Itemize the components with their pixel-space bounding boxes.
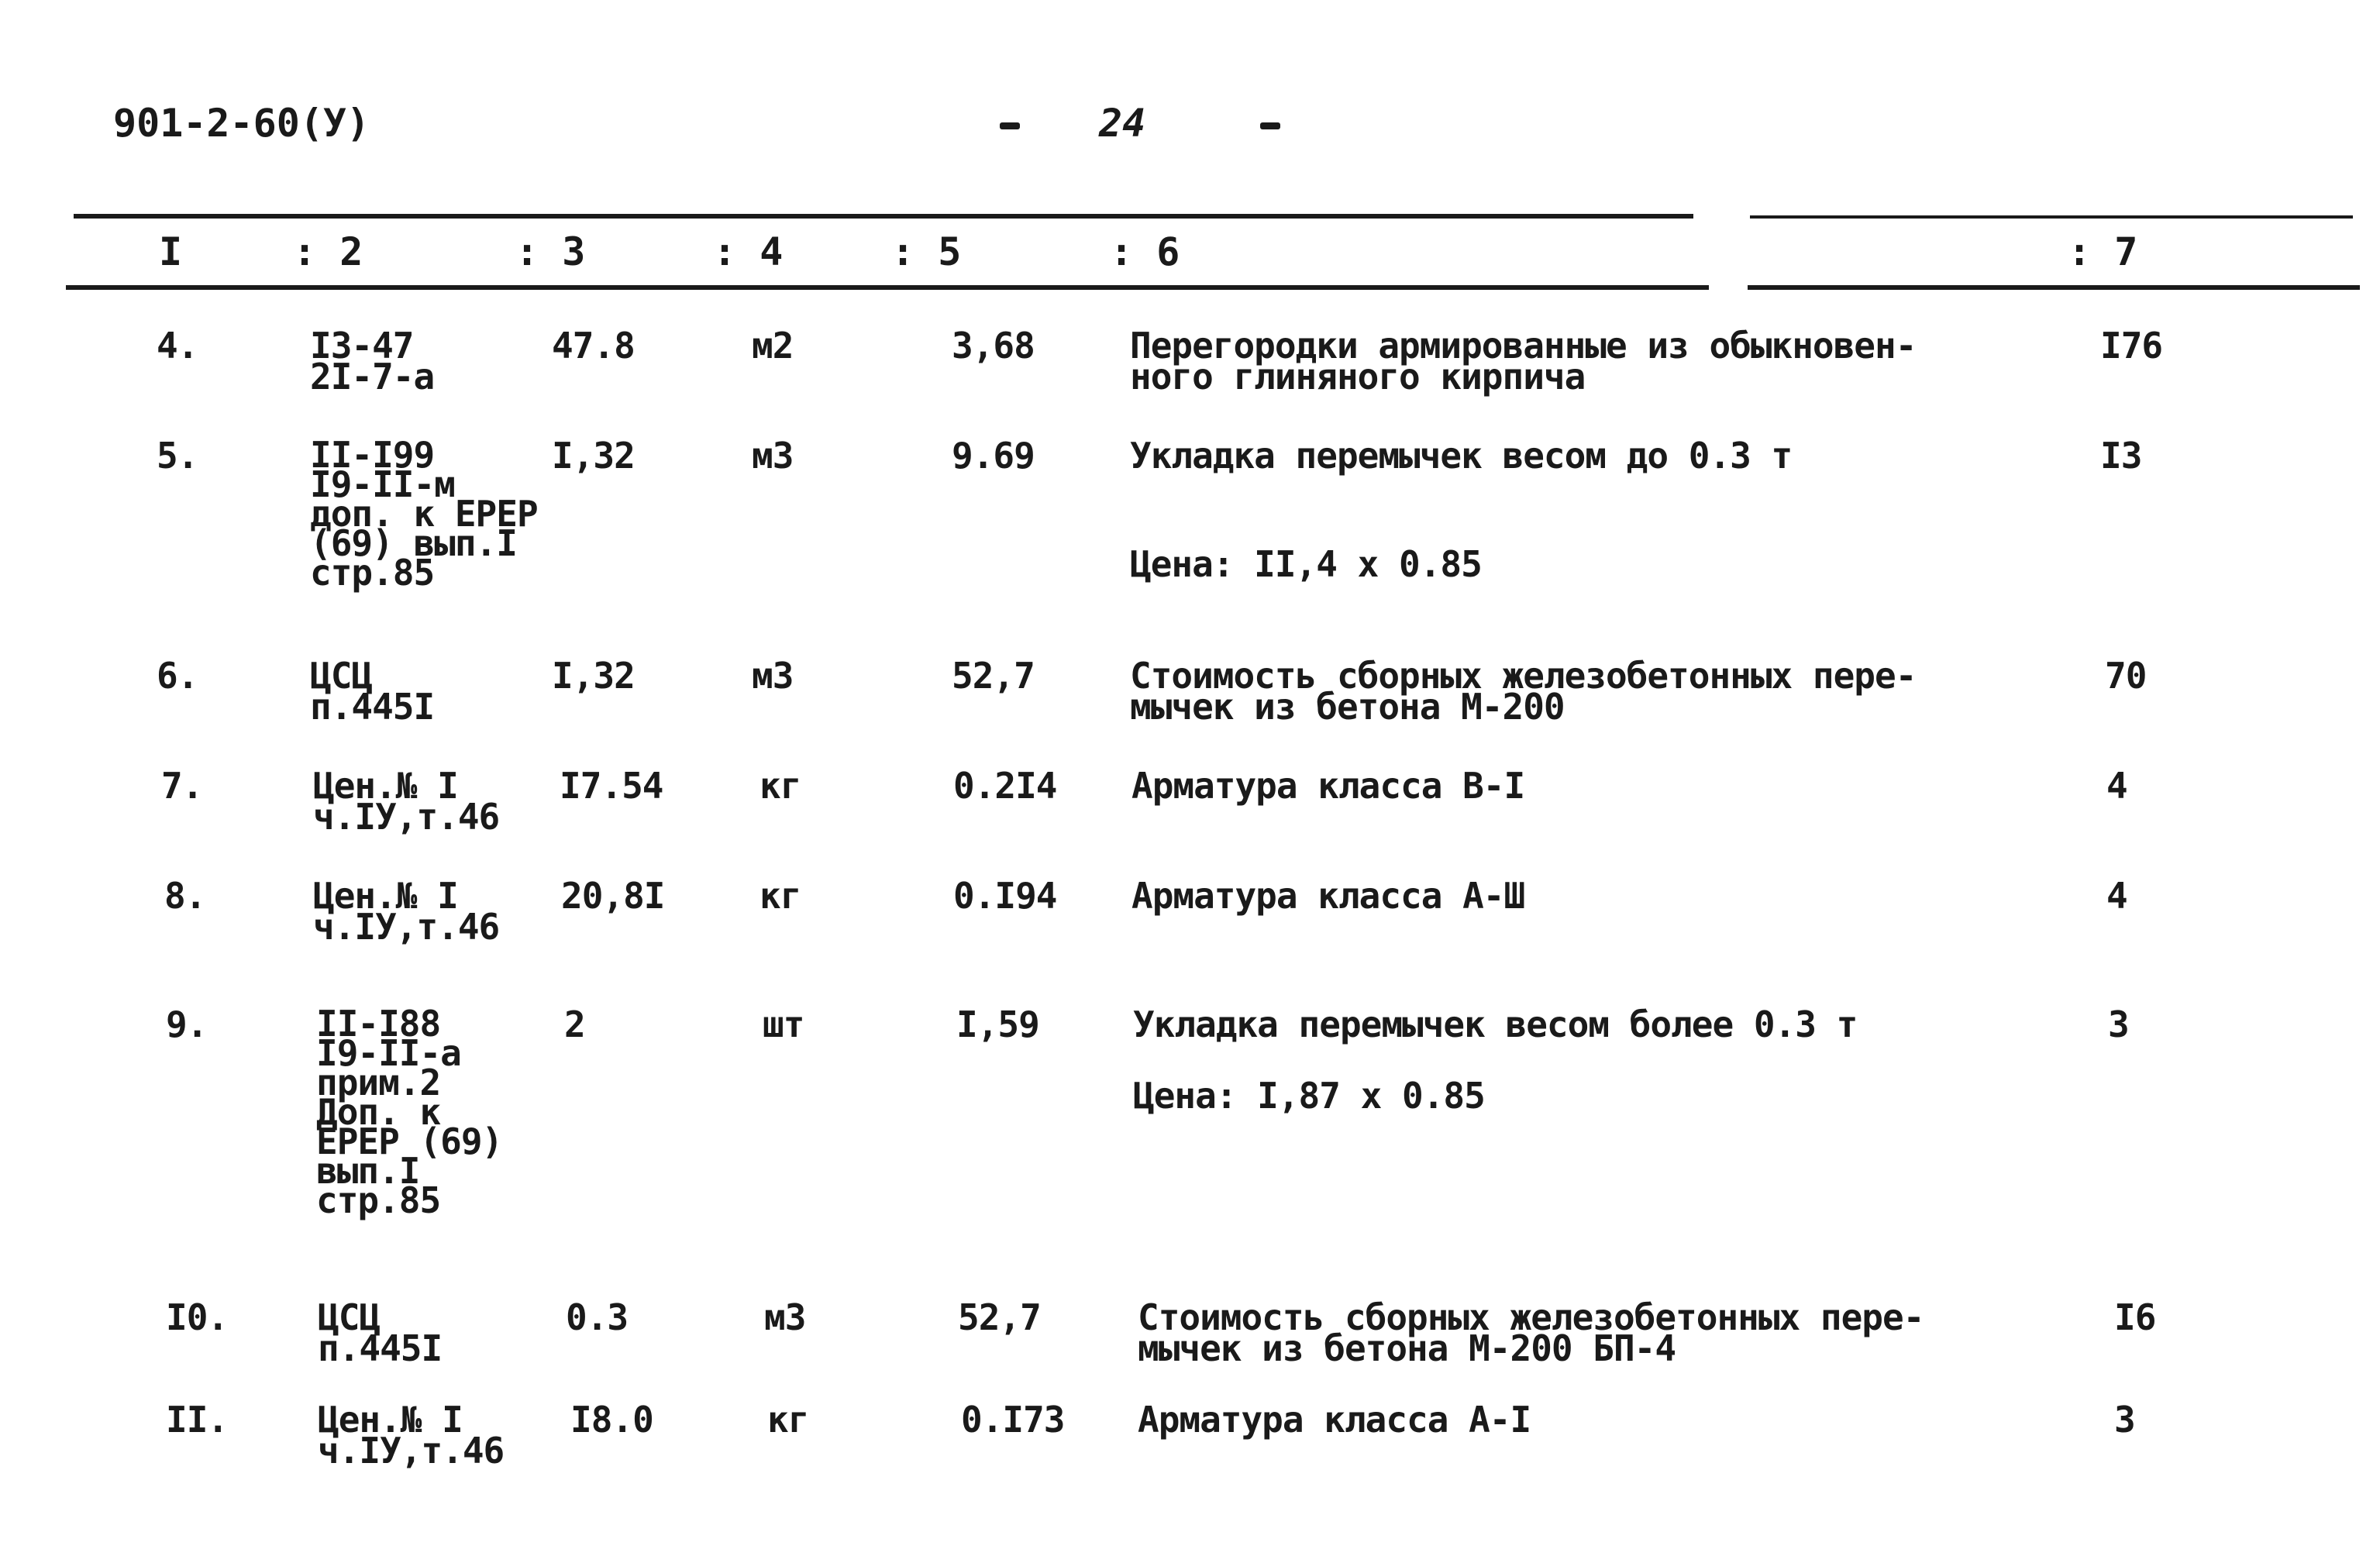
table-header-rule-left [66,285,1709,290]
row-price-note: Цена: II,4 х 0.85 [1130,543,1482,585]
page-number: 24 [1099,101,1146,146]
row-description: Укладка перемычек весом до 0.3 т [1130,435,1793,477]
row-quantity: I,32 [552,655,635,697]
row-unit-price: 0.I94 [953,875,1057,917]
row-total: 70 [2105,655,2147,697]
column-header-2: : 2 [293,229,363,274]
row-unit-price: 0.I73 [961,1399,1065,1441]
row-unit: м3 [764,1296,806,1338]
row-number: 8. [164,875,206,917]
row-unit: м2 [752,325,794,367]
row-total: 3 [2114,1399,2135,1441]
row-unit-price: 0.2I4 [953,765,1057,807]
row-quantity: 20,8I [561,875,665,917]
row-reference: Цен.№ I ч.IУ,т.46 [318,1399,505,1472]
row-quantity: 47.8 [552,325,635,367]
row-unit: м3 [752,655,794,697]
row-reference: II-I99 I9-II-м доп. к ЕРЕР (69) вып.I стр.85 [310,434,538,594]
row-unit: м3 [752,435,794,477]
row-unit: кг [759,765,801,807]
row-description: Стоимость сборных железобетонных пере- мычек из бетона М-200 [1130,655,1917,728]
table-top-rule-right [1750,215,2353,219]
row-reference: ЦСЦ п.445I [310,655,435,728]
row-reference: I3-47 2I-7-a [310,325,435,398]
row-number: 4. [157,325,198,367]
row-unit-price: 3,68 [952,325,1035,367]
row-total: I6 [2114,1296,2156,1338]
row-number: 6. [157,655,198,697]
row-reference: II-I88 I9-II-а прим.2 Доп. к ЕРЕР (69) вып.I стр.85 [316,1003,503,1221]
document-code: 901-2-60(У) [113,101,370,146]
row-unit-price: I,59 [956,1003,1039,1045]
row-description: Арматура класса А-Ш [1131,875,1525,917]
column-header-7: : 7 [2068,229,2138,274]
row-unit: кг [767,1399,809,1441]
row-unit-price: 9.69 [952,435,1035,477]
column-header-1: I [159,229,183,274]
row-total: I76 [2100,325,2163,367]
row-number: II. [166,1399,229,1441]
page-number-dash-right [1260,122,1280,129]
row-quantity: I,32 [552,435,635,477]
row-description: Перегородки армированные из обыкновен- ного глиняного кирпича [1130,325,1917,398]
row-reference: ЦСЦ п.445I [318,1296,443,1369]
row-reference: Цен.№ I ч.IУ,т.46 [313,875,500,948]
row-number: 9. [166,1003,208,1045]
column-header-5: : 5 [891,229,962,274]
row-total: 3 [2108,1003,2129,1045]
row-price-note: Цена: I,87 х 0.85 [1133,1075,1485,1117]
column-header-6: : 6 [1110,229,1180,274]
row-number: 5. [157,435,198,477]
row-description: Арматура класса А-I [1138,1399,1531,1441]
table-top-rule-left [74,214,1693,219]
row-unit: кг [759,875,801,917]
row-unit-price: 52,7 [958,1296,1041,1338]
row-description: Арматура класса В-I [1131,765,1525,807]
row-reference: Цен.№ I ч.IУ,т.46 [313,765,500,838]
row-quantity: I7.54 [560,765,663,807]
row-quantity: I8.0 [570,1399,653,1441]
table-header-rule-right [1748,285,2360,290]
row-quantity: 0.3 [566,1296,629,1338]
row-total: 4 [2106,765,2127,807]
row-total: 4 [2106,875,2127,917]
row-quantity: 2 [564,1003,585,1045]
row-total: I3 [2100,435,2142,477]
row-number: 7. [161,765,203,807]
column-header-4: : 4 [713,229,784,274]
row-description: Стоимость сборных железобетонных пере- мычек из бетона М-200 БП-4 [1138,1296,1924,1369]
row-unit: шт [763,1003,804,1045]
row-unit-price: 52,7 [952,655,1035,697]
page-number-dash-left [1000,122,1020,129]
row-description: Укладка перемычек весом более 0.3 т [1133,1003,1858,1045]
column-header-3: : 3 [515,229,586,274]
row-number: I0. [166,1296,229,1338]
